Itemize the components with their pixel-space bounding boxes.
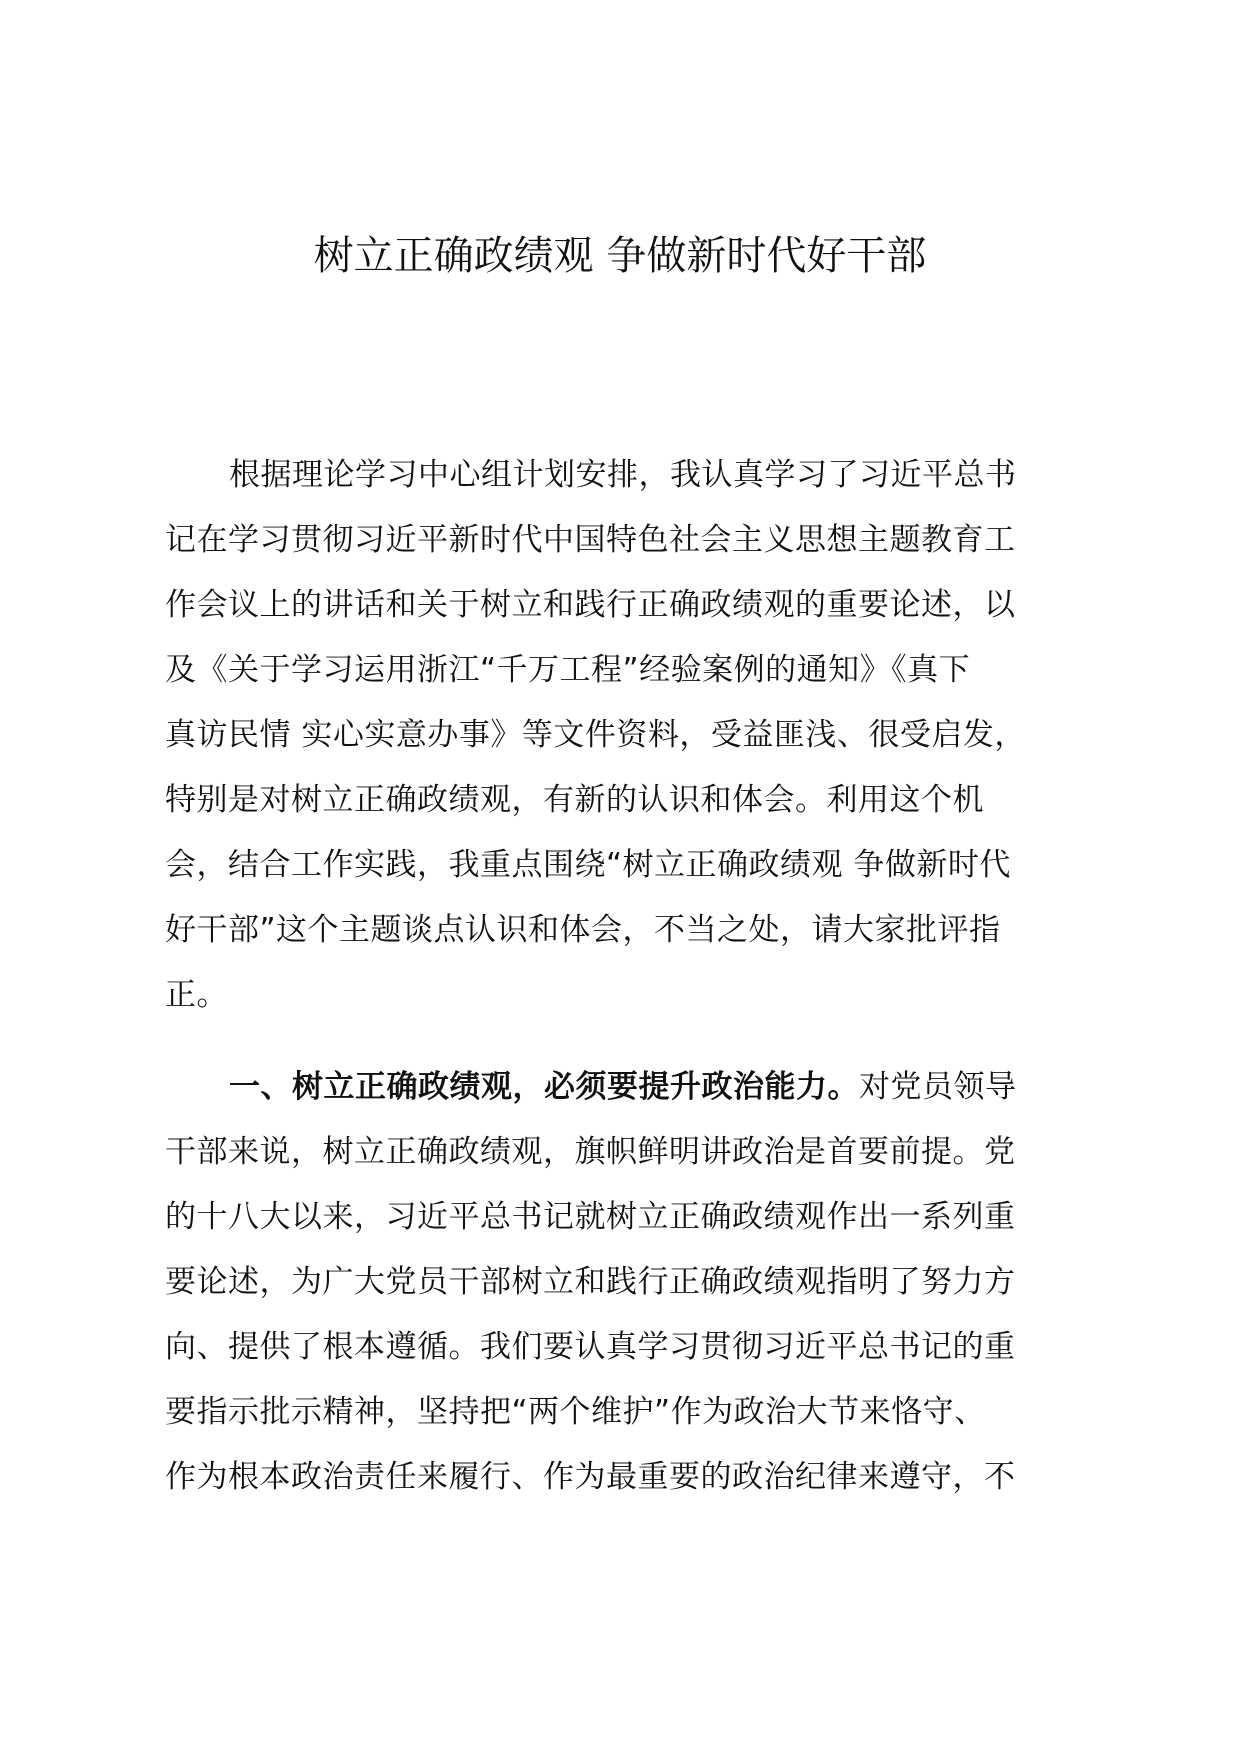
paragraph-line: 正。 xyxy=(165,977,228,1013)
paragraph-line: 真访民情 实心实意办事》等文件资料，受益匪浅、很受启发， xyxy=(165,717,1026,753)
section-1-paragraph xyxy=(165,1055,1085,1510)
paragraph-line: 作为根本政治责任来履行、作为最重要的政治纪律来遵守，不 xyxy=(165,1459,1016,1495)
paragraph-line: 的十八大以来，习近平总书记就树立正确政绩观作出一系列重 xyxy=(165,1199,1016,1235)
paragraph-line: 特别是对树立正确政绩观，有新的认识和体会。利用这个机 xyxy=(165,782,984,818)
paragraph-line: 干部来说，树立正确政绩观，旗帜鲜明讲政治是首要前提。党 xyxy=(165,1134,1016,1170)
paragraph-line: 要指示批示精神，坚持把“两个维护”作为政治大节来恪守、 xyxy=(165,1394,986,1430)
section-1-first-line xyxy=(165,1055,1085,1120)
section-1-first-line-rest: 对党员领导 xyxy=(859,1069,1017,1105)
document-title: 树立正确政绩观 争做新时代好干部 xyxy=(313,233,927,279)
paragraph-line: 根据理论学习中心组计划安排，我认真学习了习近平总书 xyxy=(229,457,1017,493)
paragraph-line: 要论述，为广大党员干部树立和践行正确政绩观指明了努力方 xyxy=(165,1264,1016,1300)
section-1-heading: 一、树立正确政绩观，必须要提升政治能力。 xyxy=(229,1069,859,1105)
paragraph-line: 会，结合工作实践，我重点围绕“树立正确政绩观 争做新时代 xyxy=(165,847,1011,883)
paragraph-line: 向、提供了根本遵循。我们要认真学习贯彻习近平总书记的重 xyxy=(165,1329,1016,1365)
intro-paragraph xyxy=(165,443,1085,1028)
paragraph-line: 好干部”这个主题谈点认识和体会，不当之处，请大家批评指 xyxy=(165,912,1001,948)
paragraph-line: 作会议上的讲话和关于树立和践行正确政绩观的重要论述，以 xyxy=(165,587,1016,623)
paragraph-line: 记在学习贯彻习近平新时代中国特色社会主义思想主题教育工 xyxy=(165,522,1016,558)
paragraph-line: 及《关于学习运用浙江“千万工程”经验案例的通知》《真下 xyxy=(165,652,971,688)
